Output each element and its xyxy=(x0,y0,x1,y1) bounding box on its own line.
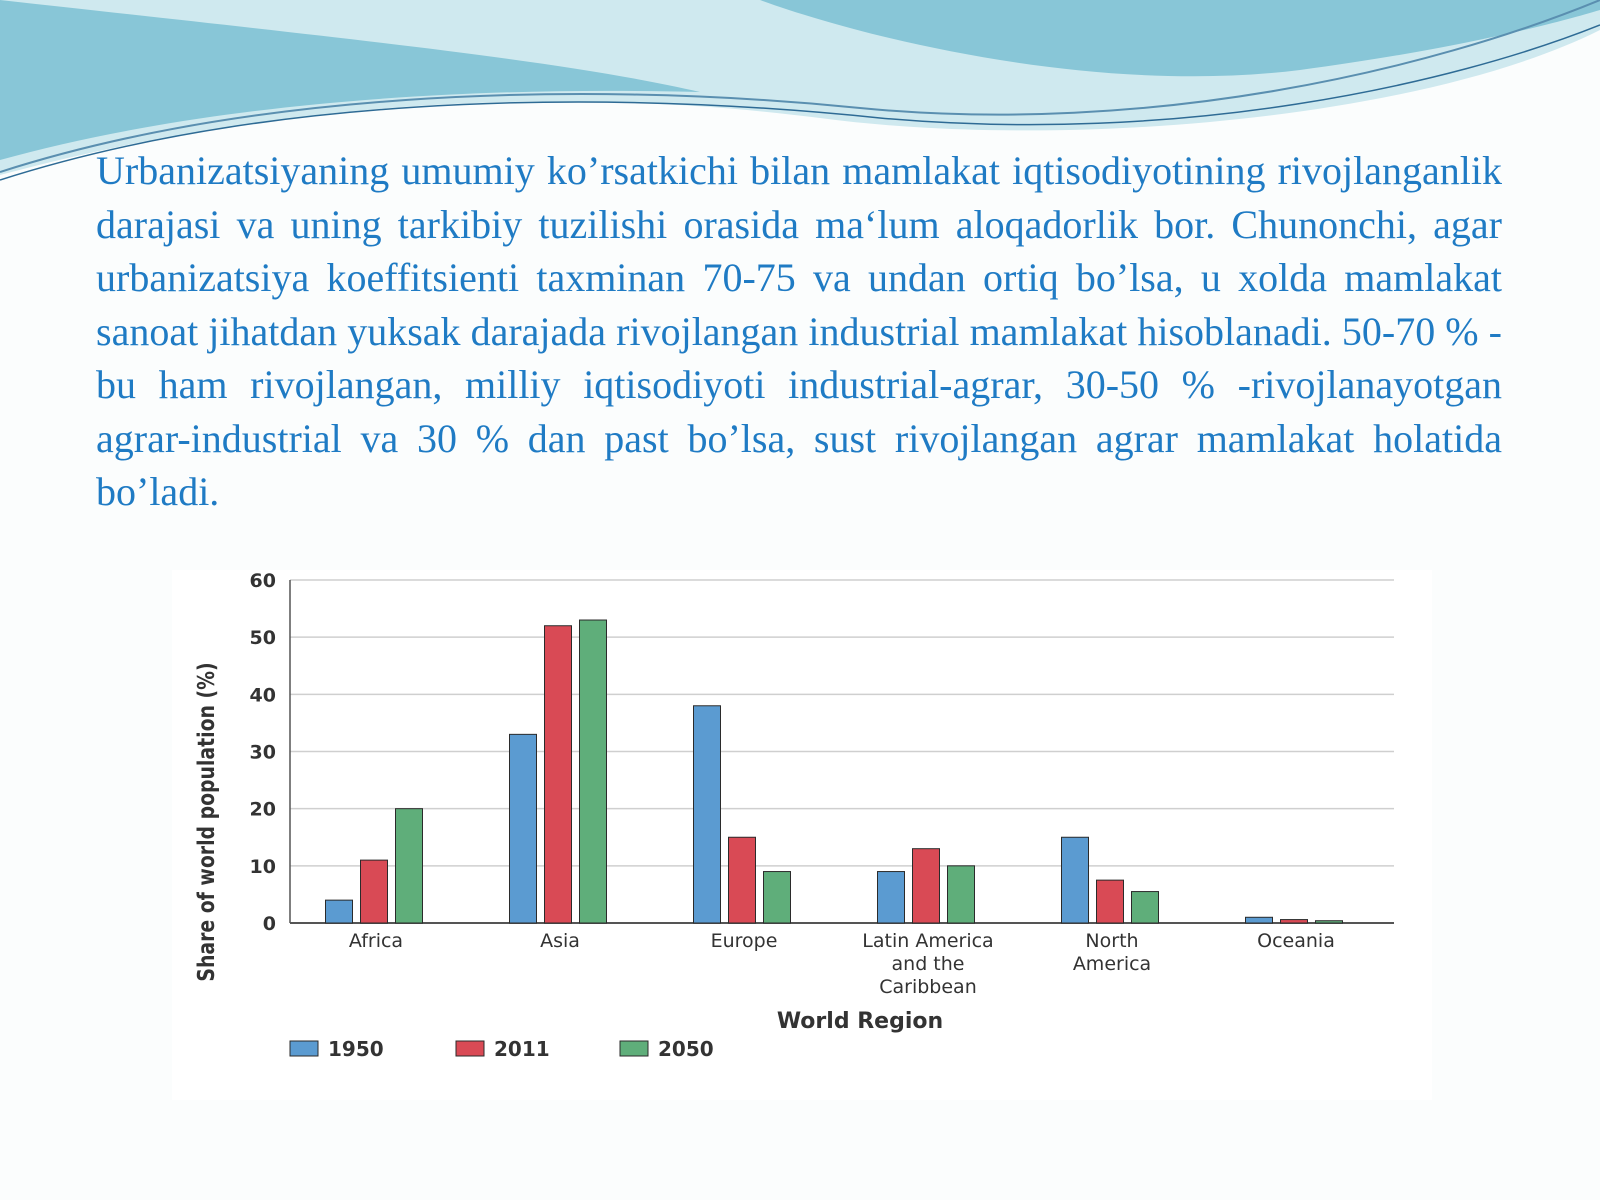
bar-2011 xyxy=(1097,880,1124,923)
y-tick-label: 60 xyxy=(249,570,276,592)
bar-1950 xyxy=(510,734,537,923)
legend xyxy=(290,1037,714,1061)
x-category-label: Oceania xyxy=(1257,930,1335,952)
legend-swatch-1950 xyxy=(290,1041,318,1056)
bar-2050 xyxy=(1316,921,1343,923)
legend-swatch-2011 xyxy=(456,1041,484,1056)
bar-1950 xyxy=(326,900,353,923)
bar-1950 xyxy=(694,706,721,923)
x-category-label: North America xyxy=(1072,930,1152,975)
y-tick-label: 40 xyxy=(249,684,276,707)
y-tick-label: 0 xyxy=(262,913,276,935)
x-category-label: Asia xyxy=(540,930,580,952)
bars xyxy=(326,620,1343,923)
bar-1950 xyxy=(878,872,905,923)
x-category-label: Africa xyxy=(348,930,404,952)
legend-label: 2050 xyxy=(658,1037,714,1061)
legend-label: 2011 xyxy=(494,1037,550,1061)
grid xyxy=(290,580,1394,923)
bar-2011 xyxy=(913,849,940,923)
bar-2050 xyxy=(948,866,975,923)
bar-2050 xyxy=(764,872,791,923)
bar-2050 xyxy=(1132,892,1159,923)
x-category-label: Europe xyxy=(710,930,778,952)
bar-2011 xyxy=(545,626,572,923)
bar-2011 xyxy=(729,837,756,923)
bar-2011 xyxy=(1281,920,1308,923)
bar-chart xyxy=(172,570,1432,1100)
x-axis-title: World Region xyxy=(776,1009,944,1034)
x-category-label: Latin America and the Caribbean xyxy=(862,930,994,998)
y-tick-label: 10 xyxy=(249,855,276,878)
y-tick-label: 30 xyxy=(249,741,276,764)
y-tick-label: 50 xyxy=(249,627,276,650)
chart-panel xyxy=(172,570,1432,1100)
y-tick-labels xyxy=(250,570,276,935)
y-tick-label: 20 xyxy=(249,798,276,821)
x-category-labels xyxy=(349,930,1335,998)
y-axis-title: Share of world population (%) xyxy=(192,662,220,982)
bar-2011 xyxy=(361,860,388,923)
slide-paragraph: Urbanizatsiyaning umumiy ko’rsatkichi bilan mamlakat iqtisodiyotining rivojlanganlik darajasi va uning tarkibiy tuzilishi orasida ma‘lum aloqadorlik bor. Chunonchi, agar urbanizatsiya koeffitsienti taxminan 70-75 va undan ortiq bo’lsa, u xolda mamlakat sanoat jihatdan yuksak darajada rivojlangan industrial mamlakat hisoblanadi. 50-70 % -bu ham rivojlangan, milliy iqtisodiyoti industrial-agrar, 30-50 % -rivojlanayotgan agrar-industrial va 30 % dan past bo’lsa, sust rivojlangan agrar mamlakat holatida bo’ladi. xyxy=(96,148,1502,514)
bar-1950 xyxy=(1062,837,1089,923)
legend-swatch-2050 xyxy=(620,1041,648,1056)
legend-label: 1950 xyxy=(328,1037,384,1061)
bar-2050 xyxy=(580,620,607,923)
bar-1950 xyxy=(1246,917,1273,923)
bar-2050 xyxy=(396,809,423,923)
